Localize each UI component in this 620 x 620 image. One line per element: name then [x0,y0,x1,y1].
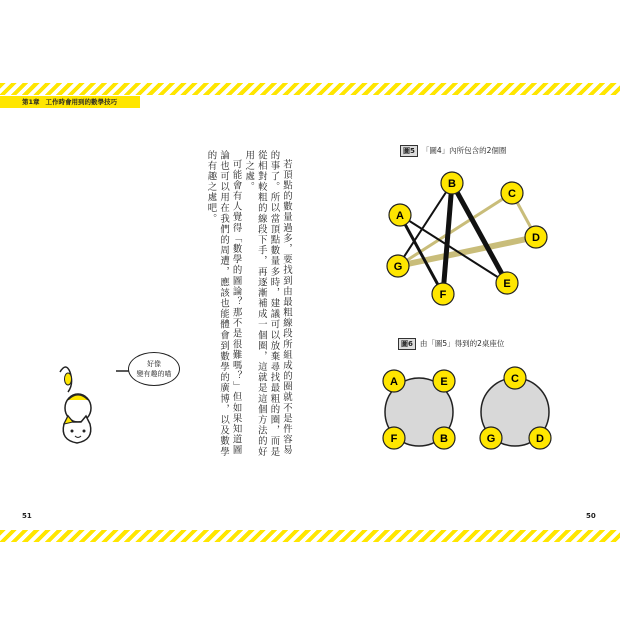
node-e-label: E [503,278,511,290]
node-f-label: F [439,289,447,301]
seat-c-label: C [511,373,519,385]
figure6-table-2 [480,367,551,449]
paragraph-1: 若頂點的數量過多，要找到由最粗線段所組成的圈就不是件容易的事了。所以當頂點數量多時，建議可以放棄尋找最粗的圈，而是從相對較粗的線段下手，再逐漸補成一個圈，這就是這個方法的好用之處。 [243,150,292,458]
chapter-number: 第1章 [22,98,40,106]
chapter-title: 工作時會用到的數學技巧 [45,98,118,106]
page-number-left: 51 [22,512,32,520]
seat-d-label: D [536,433,544,445]
paragraph-2: 可能會有人覺得「數學的圖論？那不是很難嗎？」但如果知道圖論也可以用在我們的周遭，應該也能體會到數學的廣博，以及數學的有趣之處吧。 [205,150,242,458]
cat-tail-tip [65,373,72,385]
speech-line-1: 好像 [147,360,161,368]
seat-g-label: G [486,433,496,445]
edge-b-f [443,183,452,294]
seat-b-label: B [440,433,448,445]
figure6-tag: 圖6 [398,338,416,350]
node-g-label: G [393,261,403,273]
figure5-caption: 「圖4」內所包含的2個圈 [421,146,507,155]
seat-a-label: A [390,376,398,388]
seat-f-label: F [390,433,398,445]
node-c-label: C [508,188,516,200]
figure6-caption: 由「圖5」得到的2桌座位 [419,339,505,348]
bottom-stripe-border [0,530,620,542]
figure6-table-1 [383,370,455,449]
node-a-label: A [396,210,404,222]
page-number-right: 50 [586,512,596,520]
cat-illustration [60,367,130,443]
figure5-tag: 圖5 [400,145,418,157]
speech-line-2: 變有趣的喵 [136,370,172,378]
node-d-label: D [532,232,540,244]
speech-bubble [128,352,180,386]
edge-b-e [452,183,507,283]
node-b-label: B [448,178,456,190]
cat-eye-left [71,430,74,433]
seat-e-label: E [440,376,448,388]
cat-eye-right [83,430,86,433]
